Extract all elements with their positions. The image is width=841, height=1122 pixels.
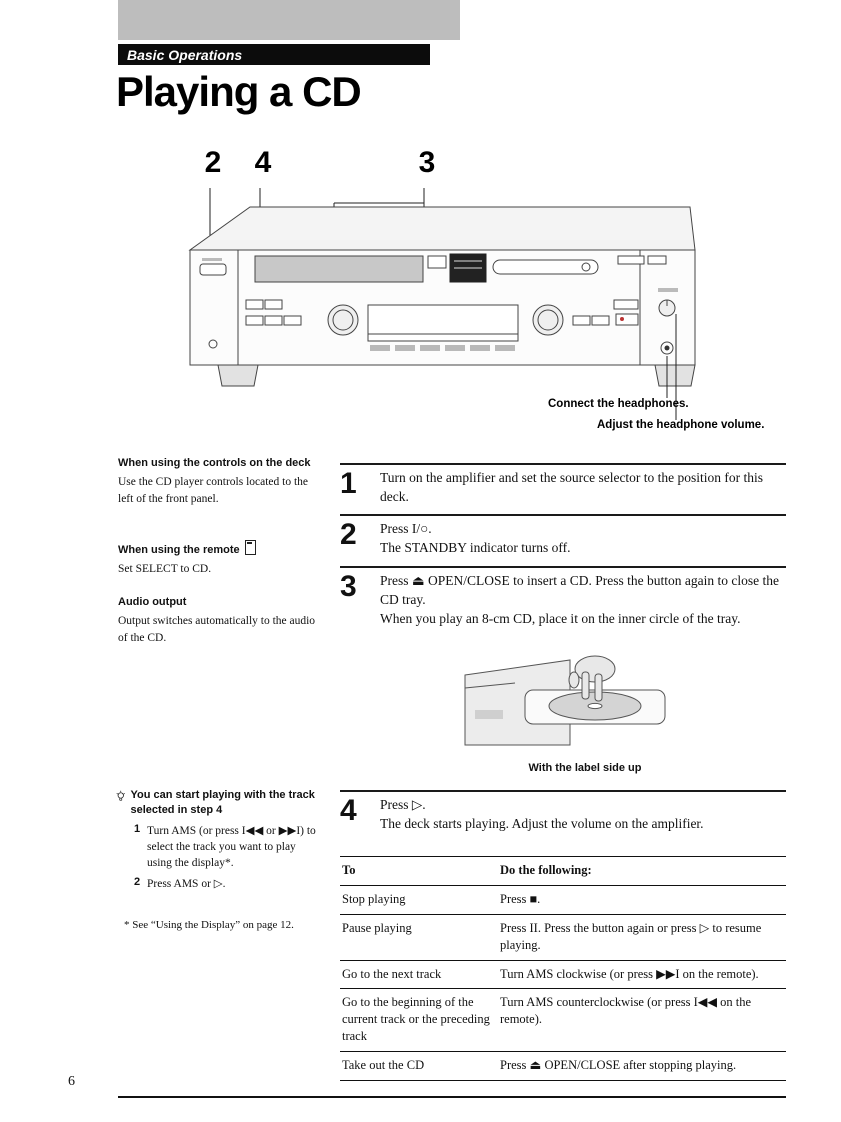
section-band <box>118 44 430 65</box>
table-header-row <box>340 857 786 886</box>
step-divider <box>340 790 786 792</box>
tip-item-number: 2 <box>134 875 141 888</box>
note-heading: When using the remote <box>118 544 240 556</box>
tip-bulb-icon <box>116 788 126 805</box>
tip-item-text: Press AMS or ▷. <box>147 877 226 890</box>
caption-adjust-volume: Adjust the headphone volume. <box>597 419 765 431</box>
step-text-line: Press ▷. <box>380 797 426 812</box>
tip-heading: You can start playing with the track selected in step 4 <box>130 789 315 816</box>
tip-block <box>116 788 320 892</box>
table-row <box>340 886 786 915</box>
tray-figure <box>455 650 685 758</box>
step-number: 1 <box>340 467 357 500</box>
deck-illustration <box>118 148 818 448</box>
tip-item-number: 1 <box>134 822 141 835</box>
callout-4: 4 <box>254 146 272 179</box>
note-controls-on-deck <box>118 456 316 507</box>
step-number: 4 <box>340 794 357 827</box>
table-cell: Turn AMS clockwise (or press ▶▶I on the remote). <box>500 966 759 981</box>
footnote: * See “Using the Display” on page 12. <box>124 919 294 931</box>
section-label: Basic Operations <box>127 46 243 63</box>
step-1 <box>340 469 786 507</box>
note-heading: Audio output <box>118 596 187 608</box>
tip-item-text: Turn AMS (or press I◀◀ or ▶▶I) to select the track you want to play using the display*. <box>147 824 316 869</box>
step-number: 2 <box>340 518 357 551</box>
tip-item <box>134 823 320 871</box>
step-text-line: When you play an 8-cm CD, place it on the inner circle of the tray. <box>380 610 741 626</box>
step-divider <box>340 566 786 568</box>
step-text-line: The STANDBY indicator turns off. <box>380 539 571 555</box>
note-body: Output switches automatically to the audio of the CD. <box>118 614 316 644</box>
operations-table <box>340 856 786 1081</box>
tip-item <box>134 876 320 892</box>
note-using-remote <box>118 540 316 578</box>
note-body: Set SELECT to CD. <box>118 562 212 575</box>
table-cell: Take out the CD <box>342 1058 425 1072</box>
step-text-line: Press ⏏ OPEN/CLOSE to insert a CD. Press the button again to close the CD tray. <box>380 573 779 607</box>
table-cell: Turn AMS counterclockwise (or press I◀◀ on the remote). <box>500 995 752 1027</box>
note-body: Use the CD player controls located to the left of the front panel. <box>118 475 309 505</box>
note-heading: When using the controls on the deck <box>118 457 311 469</box>
table-header-to: To <box>342 863 356 877</box>
table-cell: Stop playing <box>342 891 406 906</box>
callout-3: 3 <box>418 146 436 179</box>
table-row <box>340 961 786 990</box>
table-cell: Press ⏏ OPEN/CLOSE after stopping playing. <box>500 1058 737 1072</box>
table-cell: Press ■. <box>500 891 541 906</box>
page-title: Playing a CD <box>116 68 361 115</box>
tray-caption: With the label side up <box>528 762 642 774</box>
header-gray-block <box>118 0 460 40</box>
step-text-line: Press I/○. <box>380 521 432 536</box>
table-row <box>340 1052 786 1081</box>
table-cell: Press II. Press the button again or press ▷ to resume playing. <box>500 920 762 952</box>
note-audio-output <box>118 595 316 646</box>
table-header-do: Do the following: <box>500 863 592 877</box>
table-cell: Go to the next track <box>342 966 442 981</box>
tray-illustration <box>455 650 685 758</box>
step-divider <box>340 514 786 516</box>
step-4 <box>340 796 786 834</box>
step-2 <box>340 520 786 558</box>
bottom-rule <box>118 1096 786 1098</box>
table-row <box>340 989 786 1052</box>
step-text-line: Turn on the amplifier and set the source selector to the position for this deck. <box>380 470 764 504</box>
deck-figure <box>118 148 818 448</box>
table-cell: Go to the beginning of the current track or the preceding track <box>342 995 490 1044</box>
page-number: 6 <box>68 1074 75 1089</box>
caption-connect-headphones: Connect the headphones. <box>548 398 689 410</box>
step-text-line: The deck starts playing. Adjust the volume on the amplifier. <box>380 815 704 831</box>
table-cell: Pause playing <box>342 920 412 935</box>
step-number: 3 <box>340 570 357 603</box>
step-divider <box>340 463 786 465</box>
step-3 <box>340 572 786 629</box>
table-row <box>340 915 786 961</box>
callout-2: 2 <box>204 146 222 179</box>
remote-icon <box>245 540 256 555</box>
